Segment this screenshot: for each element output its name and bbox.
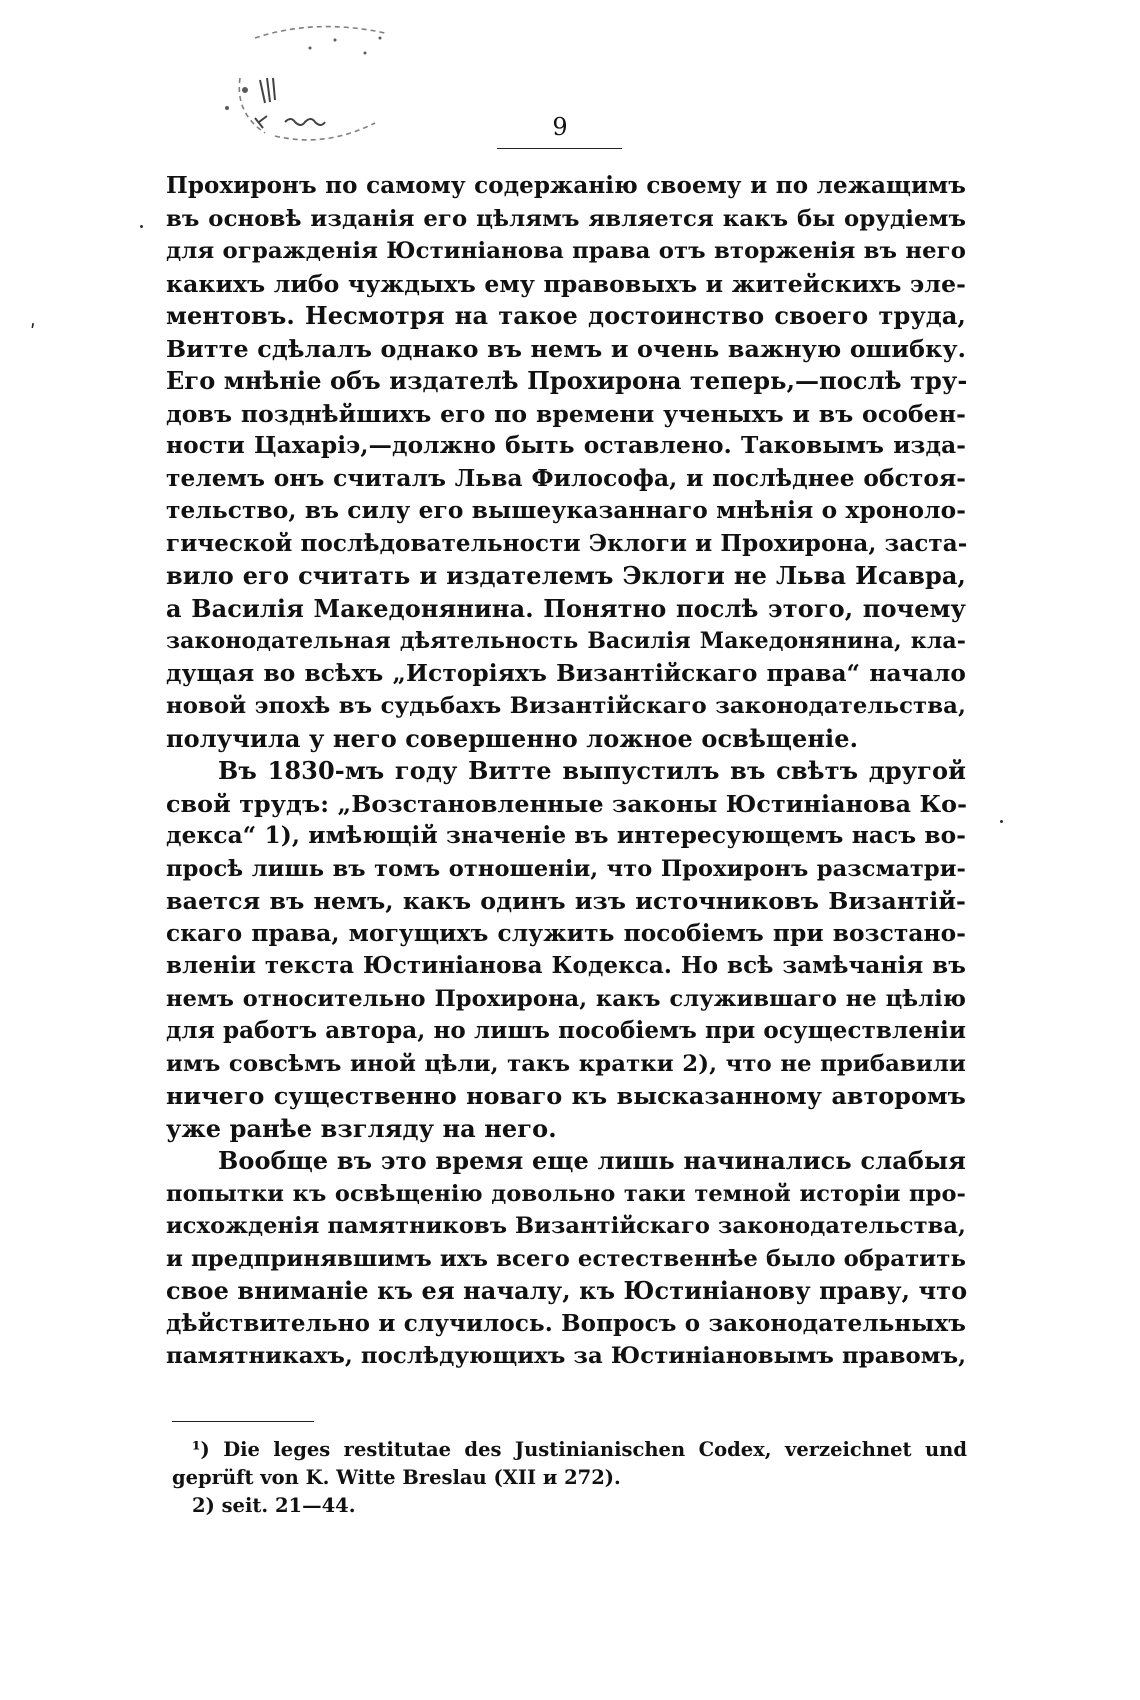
text-line: декса“ 1), имѣющій значеніе въ интересующемъ насъ во- <box>166 822 966 849</box>
text-line: довъ позднѣйшихъ его по времени ученыхъ и въ особен- <box>166 399 966 428</box>
text-line: свой трудъ: „Возстановленные законы Юстиніанова Ко- <box>166 789 968 818</box>
library-stamp <box>215 18 405 143</box>
text-line: новой эпохѣ въ судьбахъ Византійскаго законодательства, <box>166 693 966 719</box>
text-line: Въ 1830-мъ году Витте выпустилъ въ свѣтъ другой <box>218 756 966 785</box>
text-line: просѣ лишь въ томъ отношеніи, что Прохиронъ разсматри- <box>166 855 966 882</box>
text-line: ничего существенно новаго къ высказанному авторомъ <box>166 1082 966 1110</box>
text-line: немъ относительно Прохирона, какъ служившаго не цѣлію <box>166 985 966 1012</box>
text-line: и предпринявшимъ ихъ всего естественнѣе было обратить <box>166 1245 966 1272</box>
footnote-1-continued: geprüft von K. Witte Breslau (XII и 272). <box>172 1466 621 1489</box>
text-line: свое вниманіе къ ея началу, къ Юстиніанову праву, что <box>166 1276 968 1305</box>
footnote-1: ¹) Die leges restitutae des Justinianischen Codex, verzeichnet und <box>192 1438 967 1461</box>
text-line: Витте сдѣлалъ однако въ немъ и очень важную ошибку. <box>166 334 966 363</box>
page-number: 9 <box>552 113 568 141</box>
footnotes <box>172 1436 967 1520</box>
text-line: Прохиронъ по самому содержанію своему и по лежащимъ <box>166 172 966 199</box>
footnote-2: 2) seit. 21—44. <box>192 1494 356 1517</box>
speck <box>1000 820 1003 823</box>
text-line: вается въ немъ, какъ одинъ изъ источниковъ Византій- <box>166 887 966 915</box>
text-line: ментовъ. Несмотря на такое достоинство своего труда, <box>166 301 966 330</box>
text-line: вило его считать и издателемъ Эклоги не Льва Исавра, <box>166 561 966 590</box>
text-line: а Василія Македонянина. Понятно послѣ этого, почему <box>166 593 966 623</box>
text-line: скаго права, могущихъ служить пособіемъ при возстано- <box>166 919 966 947</box>
paragraph-3 <box>166 1145 966 1373</box>
text-line: для работъ автора, но лишъ пособіемъ при осуществленіи <box>166 1017 966 1044</box>
text-line: дѣйствительно и случилось. Вопросъ о законодательныхъ <box>166 1309 966 1337</box>
text-line: гической послѣдовательности Эклоги и Прохирона, заста- <box>166 529 968 557</box>
text-line: телемъ онъ считалъ Льва Философа, и послѣднее обстоя- <box>166 464 966 492</box>
text-line: законодательная дѣятельность Василія Македонянина, кла- <box>166 628 966 654</box>
text-line: какихъ либо чуждыхъ ему правовыхъ и житейскихъ эле- <box>166 269 966 298</box>
text-line: ности Цахаріэ,—должно быть оставлено. Таковымъ изда- <box>166 432 966 459</box>
text-line: получила у него совершенно ложное освѣщеніе. <box>166 723 859 753</box>
page-number-rule <box>497 148 622 149</box>
text-line: попытки къ освѣщенію довольно таки темной исторіи про- <box>166 1180 966 1207</box>
paragraph-2 <box>166 755 966 1145</box>
speck <box>140 225 143 228</box>
text-line: въ основѣ изданія его цѣлямъ является какъ бы орудіемъ <box>166 205 966 232</box>
text-line: Его мнѣніе объ издателѣ Прохирона теперь,—послѣ тру- <box>166 366 968 395</box>
text-line: исхожденія памятниковъ Византійскаго законодательства, <box>166 1213 966 1239</box>
text-line: вленіи текста Юстиніанова Кодекса. Но всѣ замѣчанія въ <box>166 952 966 979</box>
text-line: дущая во всѣхъ „Исторіяхъ Византійскаго права“ начало <box>166 659 966 687</box>
text-line: тельство, въ силу его вышеуказаннаго мнѣнія о хроноло- <box>166 497 966 524</box>
text-line: уже ранѣе взгляду на него. <box>166 1113 557 1143</box>
paragraph-1 <box>166 170 966 755</box>
text-line: памятникахъ, послѣдующихъ за Юстиніановымъ правомъ, <box>166 1343 967 1369</box>
footnote-rule <box>172 1421 314 1422</box>
text-line: для огражденія Юстиніанова права отъ вторженія въ него <box>166 238 966 264</box>
text-line: имъ совсѣмъ иной цѣли, такъ кратки 2), что не прибавили <box>166 1050 966 1077</box>
body-text <box>166 170 966 1373</box>
text-line: Вообще въ это время еще лишь начинались слабыя <box>218 1146 966 1175</box>
margin-mark: ʹ <box>30 320 36 344</box>
